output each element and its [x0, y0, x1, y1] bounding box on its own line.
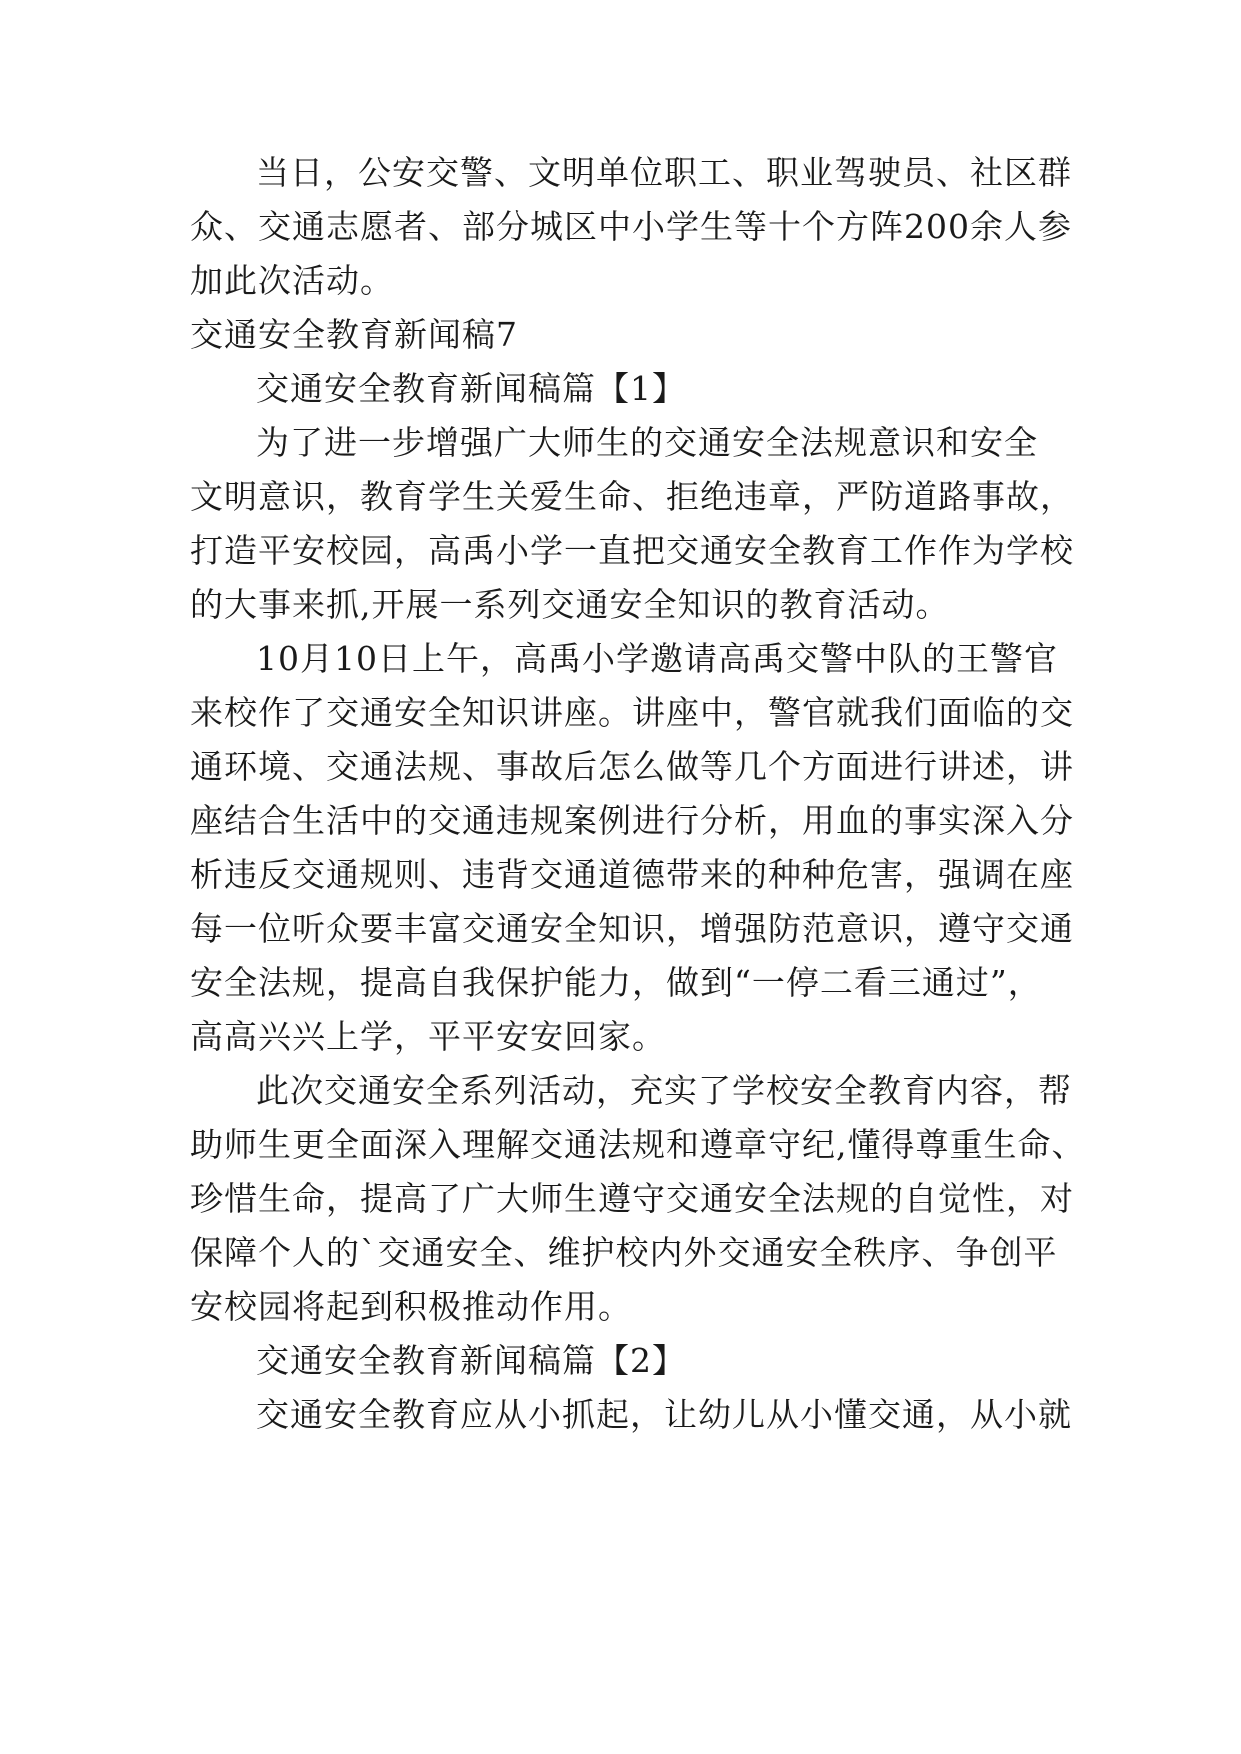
paragraph-line: 为了进一步增强广大师生的交通安全法规意识和安全: [256, 423, 1038, 462]
paragraph-line: 当日，公安交警、文明单位职工、职业驾驶员、社区群: [256, 153, 1072, 192]
paragraph-line: 众、交通志愿者、部分城区中小学生等十个方阵200余人参: [190, 207, 1072, 246]
paragraph-line: 保障个人的`交通安全、维护校内外交通安全秩序、争创平: [190, 1233, 1058, 1272]
article-heading: 交通安全教育新闻稿篇【2】: [256, 1341, 686, 1380]
paragraph-line: 座结合生活中的交通违规案例进行分析，用血的事实深入分: [190, 801, 1074, 840]
paragraph-line: 此次交通安全系列活动，充实了学校安全教育内容，帮: [256, 1071, 1072, 1110]
paragraph-line: 打造平安校园，高禹小学一直把交通安全教育工作作为学校: [190, 531, 1074, 570]
paragraph-line: 高高兴兴上学，平平安安回家。: [190, 1017, 666, 1056]
paragraph-line: 来校作了交通安全知识讲座。讲座中，警官就我们面临的交: [190, 693, 1074, 732]
paragraph-line: 文明意识，教育学生关爱生命、拒绝违章，严防道路事故，: [190, 477, 1074, 516]
paragraph-line: 安全法规，提高自我保护能力，做到“一停二看三通过”，: [190, 963, 1042, 1002]
paragraph-line: 安校园将起到积极推动作用。: [190, 1287, 632, 1326]
paragraph-line: 通环境、交通法规、事故后怎么做等几个方面进行讲述，讲: [190, 747, 1074, 786]
paragraph-line: 每一位听众要丰富交通安全知识，增强防范意识，遵守交通: [190, 909, 1074, 948]
paragraph-line: 10月10日上午，高禹小学邀请高禹交警中队的王警官: [256, 639, 1058, 678]
paragraph-line: 加此次活动。: [190, 261, 394, 300]
article-heading: 交通安全教育新闻稿篇【1】: [256, 369, 686, 408]
paragraph-line: 助师生更全面深入理解交通法规和遵章守纪,懂得尊重生命、: [190, 1125, 1086, 1164]
paragraph-line: 的大事来抓,开展一系列交通安全知识的教育活动。: [190, 585, 950, 624]
section-title: 交通安全教育新闻稿7: [190, 315, 518, 354]
paragraph-line: 析违反交通规则、违背交通道德带来的种种危害，强调在座: [190, 855, 1074, 894]
paragraph-line: 交通安全教育应从小抓起，让幼儿从小懂交通，从小就: [256, 1395, 1072, 1434]
paragraph-line: 珍惜生命，提高了广大师生遵守交通安全法规的自觉性，对: [190, 1179, 1074, 1218]
